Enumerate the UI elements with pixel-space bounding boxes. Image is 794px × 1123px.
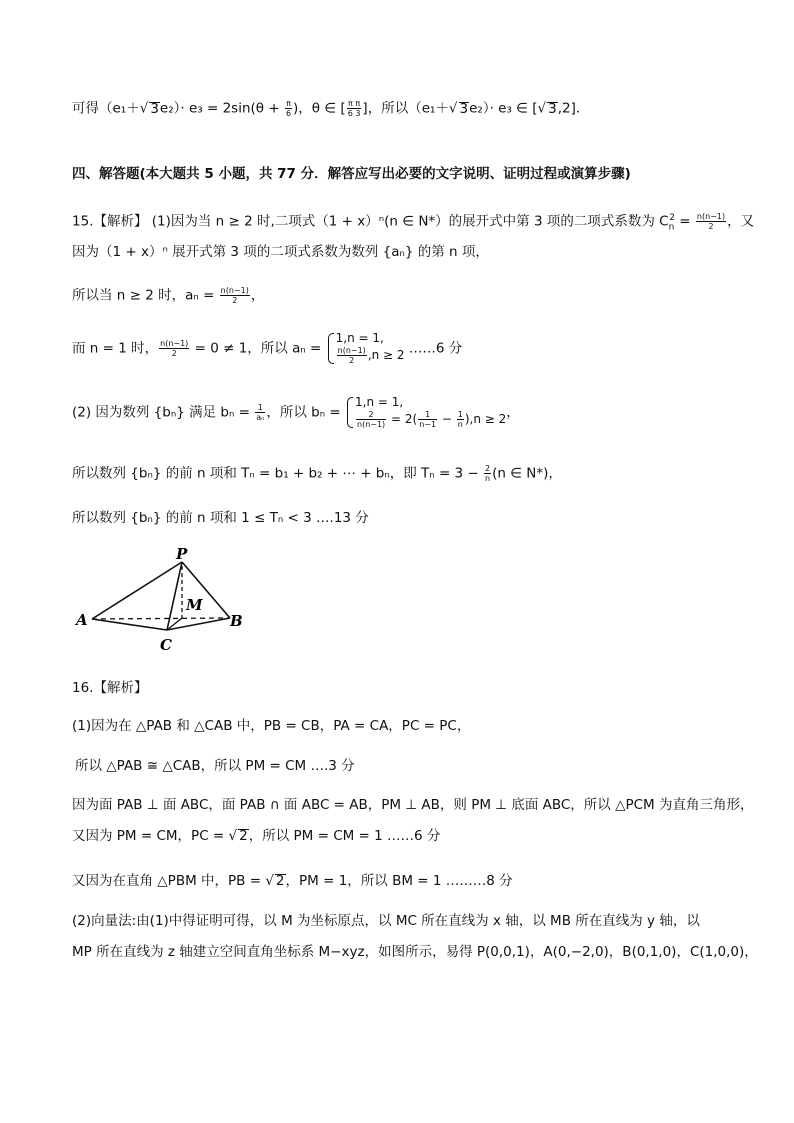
p15-line-3: 所以当 n ≥ 2 时，aₙ = $\frac{n(n-1)}{2}$ ， xyxy=(72,286,265,306)
edge-CB xyxy=(167,618,230,630)
p16-line-3: 因为面 PAB ⊥ 面 ABC，面 PAB ∩ 面 ABC = AB，PM ⊥ AB，则 PM ⊥ 底面 ABC，所以 △PCM 为直角三角形， xyxy=(72,797,754,813)
fraction: $\frac{\text{π π}}{6 3}$ xyxy=(347,99,361,119)
fraction: $\frac{n(n-1)}{2}$ xyxy=(220,286,249,306)
fraction: $\frac{\pi}{6}$ xyxy=(285,99,292,119)
label-M: M xyxy=(186,596,203,614)
label-C: C xyxy=(160,636,172,654)
text-line-vector-result: 可得（e₁＋√ 3e₂）· e₃ = 2sin(θ + $\frac{\pi}{6}$ )，θ ∈ [ $\frac{\text{π π}}{6 3}$ ]，所以（e₁＋√ 3e₂）· e₃ ∈ [√ 3,2]． xyxy=(72,99,590,119)
label-P: P xyxy=(176,548,188,563)
p16-title: 16.【解析】 xyxy=(72,680,148,696)
fraction: $\frac{n(n-1)}{2}$ xyxy=(696,212,726,232)
edge-AB-hidden xyxy=(92,618,230,619)
p15-line-7: 所以数列 {bₙ} 的前 n 项和 1 ≤ Tₙ < 3 ….13 分 xyxy=(72,510,369,526)
fraction: $\frac{n(n-1)}{2}$ xyxy=(160,338,189,359)
pyramid-figure xyxy=(72,548,272,660)
edge-PA xyxy=(92,562,182,619)
p15-line-5: (2) 因为数列 {bₙ} 满足 bₙ = $\frac{1}{\text{aₙ}}$ ，所以 bₙ = 1,n = 1, $\frac{2}{n(n-1)}$ = 2( $\frac{1}{n-1}$ − $\frac{1}{n}$ ),n ≥ 2 ， xyxy=(72,395,520,429)
p15-line-1: 15.【解析】 (1)因为当 n ≥ 2 时,二项式（1 + x）ⁿ(n ∈ N*）的展开式中第 3 项的二项式系数为 $C_n^2$ = $\frac{n(n-1)}{2}$ ，又 xyxy=(72,212,755,233)
p16-line-6: (2)向量法:由(1)中得证明可得，以 M 为坐标原点，以 MC 所在直线为 x 轴，以 MB 所在直线为 y 轴，以 xyxy=(72,913,700,929)
label-A: A xyxy=(76,611,88,629)
p16-line-4: 又因为 PM = CM，PC = √ 2，所以 PM = CM = 1 ……6 分 xyxy=(72,828,441,844)
p16-line-2: 所以 △PAB ≅ △CAB，所以 PM = CM ….3 分 xyxy=(75,758,355,774)
edge-AC xyxy=(92,619,167,630)
p16-line-7: MP 所在直线为 z 轴建立空间直角坐标系 M−xyz，如图所示，易得 P(0,0,1)，A(0,−2,0)，B(0,1,0)，C(1,0,0)， xyxy=(72,944,758,960)
piecewise-brace: 1,n = 1, $\frac{n(n-1)}{2}$ ,n ≥ 2 xyxy=(328,332,405,365)
fraction: $\frac{1}{\text{aₙ}}$ xyxy=(256,402,265,423)
p15-line-4: 而 n = 1 时， $\frac{n(n-1)}{2}$ = 0 ≠ 1，所以 aₙ = 1,n = 1, $\frac{n(n-1)}{2}$ ,n ≥ 2 ……6 分 xyxy=(72,331,463,365)
section-heading: 四、解答题(本大题共 5 小题，共 77 分．解答应写出必要的文字说明、证明过程或演算步骤) xyxy=(72,166,631,182)
label-B: B xyxy=(230,612,243,630)
piecewise-brace: 1,n = 1, $\frac{2}{n(n-1)}$ = 2( $\frac{1}{n-1}$ − $\frac{1}{n}$ ),n ≥ 2 xyxy=(347,396,506,429)
p15-line-2: 因为（1 + x）ⁿ 展开式第 3 项的二项式系数为数列 {aₙ} 的第 n 项， xyxy=(72,244,489,260)
p15-line-6: 所以数列 {bₙ} 的前 n 项和 Tₙ = b₁ + b₂ + ⋯ + bₙ，即 Tₙ = 3 − $\frac{2}{n}$ (n ∈ N*)， xyxy=(72,464,562,484)
p16-line-1: (1)因为在 △PAB 和 △CAB 中，PB = CB，PA = CA，PC = PC， xyxy=(72,718,471,734)
fraction: $\frac{2}{n}$ xyxy=(485,464,491,484)
p16-line-5: 又因为在直角 △PBM 中，PB = √ 2，PM = 1，所以 BM = 1 ………8 分 xyxy=(72,873,513,889)
